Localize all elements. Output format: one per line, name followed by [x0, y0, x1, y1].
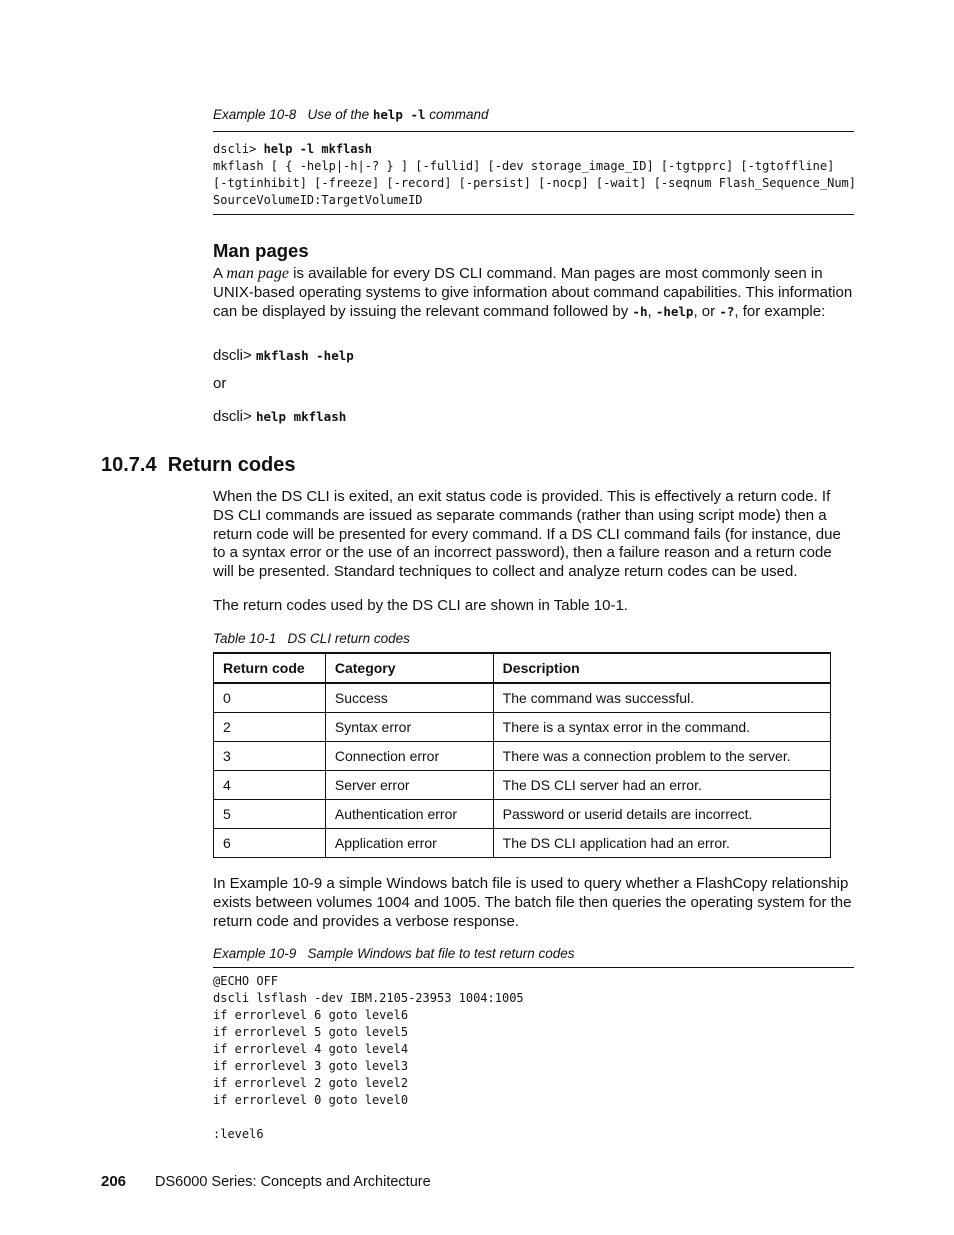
code-line: if errorlevel 5 goto level5: [213, 1025, 409, 1039]
cell-category: Syntax error: [325, 713, 493, 742]
code-line: if errorlevel 6 goto level6: [213, 1008, 409, 1022]
section-paragraph-1: When the DS CLI is exited, an exit status code is provided. This is effectively a return code. If DS CLI commands are issued as separate commands (rather than using script mode) then a return code will be presented for every command. If a DS CLI command fails (for instance, due to a syntax error or the use of an incorrect password), then a failure reason and a return code will be presented. Standard techniques to collect and analyze return codes can be used.: [213, 488, 841, 581]
code-line: [-tgtinhibit] [-freeze] [-record] [-persist] [-nocp] [-wait] [-seqnum Flash_Sequence_Num]: [213, 176, 856, 190]
cell-description: There was a connection problem to the server.: [493, 742, 830, 771]
example-10-9-code: [213, 973, 524, 1143]
cmd-help-mkflash: help mkflash: [255, 409, 347, 424]
section-paragraph-2: The return codes used by the DS CLI are shown in Table 10-1.: [213, 597, 628, 614]
caption-code: help -l: [372, 107, 426, 122]
code-line: SourceVolumeID:TargetVolumeID: [213, 193, 423, 207]
cell-category: Authentication error: [325, 800, 493, 829]
man-cmd-2: [213, 408, 346, 427]
code-line: @ECHO OFF: [213, 974, 279, 988]
man-or: or: [213, 375, 227, 392]
cell-code: 6: [214, 829, 326, 858]
table-row: [214, 829, 831, 858]
header-return-code: Return code: [214, 653, 326, 683]
example-10-8-code: [213, 141, 856, 209]
code-command: help -l mkflash: [263, 142, 372, 156]
cell-code: 4: [214, 771, 326, 800]
option-help: -help: [655, 303, 694, 319]
code-line: mkflash [ { -help|-h|-? } ] [-fullid] [-dev storage_image_ID] [-tgtpprc] [-tgtoffline]: [213, 159, 835, 173]
text-run: is available for every DS CLI command. Man pages are most commonly seen in UNIX-based operating systems to give information about command capabilities. This information can be displayed by issuing the relevant command followed by: [213, 265, 853, 320]
code-line: if errorlevel 0 goto level0: [213, 1093, 409, 1107]
header-category: Category: [325, 653, 493, 683]
code-line: dscli lsflash -dev IBM.2105-23953 1004:1005: [213, 991, 524, 1005]
cell-description: Password or userid details are incorrect.: [493, 800, 830, 829]
table-row: [214, 800, 831, 829]
cell-category: Connection error: [325, 742, 493, 771]
code-line: :level6: [213, 1127, 264, 1141]
code-line: [213, 1109, 524, 1126]
table-row: [214, 713, 831, 742]
cell-code: 2: [214, 713, 326, 742]
table-row: [214, 742, 831, 771]
cell-description: There is a syntax error in the command.: [493, 713, 830, 742]
example-top-rule: [213, 967, 854, 968]
after-table-paragraph: In Example 10-9 a simple Windows batch file is used to query whether a FlashCopy relationship exists between volumes 1004 and 1005. The batch file then queries the operating system for the return code and provides a verbose response.: [213, 875, 852, 930]
example-top-rule: [213, 131, 854, 132]
cell-category: Success: [325, 683, 493, 713]
table-header-row: [214, 653, 831, 683]
caption-prefix: Example 10-8 Use of the: [213, 107, 373, 122]
code-line: if errorlevel 4 goto level4: [213, 1042, 409, 1056]
return-codes-table: [213, 652, 831, 858]
cell-description: The DS CLI server had an error.: [493, 771, 830, 800]
book-title: DS6000 Series: Concepts and Architecture: [155, 1174, 431, 1190]
man-pages-paragraph: [213, 265, 854, 321]
cell-category: Server error: [325, 771, 493, 800]
cell-category: Application error: [325, 829, 493, 858]
text-run: , for example:: [734, 302, 826, 320]
text-run: , or: [693, 302, 720, 320]
table-caption: Table 10-1 DS CLI return codes: [213, 631, 410, 646]
text-run: A: [213, 265, 227, 282]
cell-code: 0: [214, 683, 326, 713]
page-number: 206: [101, 1173, 127, 1190]
table-row: [214, 771, 831, 800]
section-heading: 10.7.4 Return codes: [101, 454, 296, 476]
cell-code: 5: [214, 800, 326, 829]
text-run: ,: [647, 302, 656, 320]
man-pages-heading: Man pages: [213, 240, 309, 261]
cmd-prompt: dscli>: [213, 408, 256, 425]
caption-suffix: command: [425, 107, 489, 122]
cell-description: The command was successful.: [493, 683, 830, 713]
man-cmd-1: [213, 347, 354, 366]
table-row: [214, 683, 831, 713]
cmd-prompt: dscli>: [213, 347, 256, 364]
option-question: -?: [719, 303, 735, 319]
code-line-command: [213, 141, 856, 158]
cell-description: The DS CLI application had an error.: [493, 829, 830, 858]
code-prompt: dscli>: [213, 142, 264, 156]
example-10-8-caption: [213, 107, 489, 122]
code-line: if errorlevel 3 goto level3: [213, 1059, 409, 1073]
cell-code: 3: [214, 742, 326, 771]
example-bottom-rule: [213, 214, 854, 215]
cmd-mkflash-help: mkflash -help: [255, 348, 354, 363]
header-description: Description: [493, 653, 830, 683]
code-line: if errorlevel 2 goto level2: [213, 1076, 409, 1090]
term-man-page: man page: [226, 265, 290, 282]
option-h: -h: [632, 303, 648, 319]
example-10-9-caption: Example 10-9 Sample Windows bat file to test return codes: [213, 946, 575, 961]
